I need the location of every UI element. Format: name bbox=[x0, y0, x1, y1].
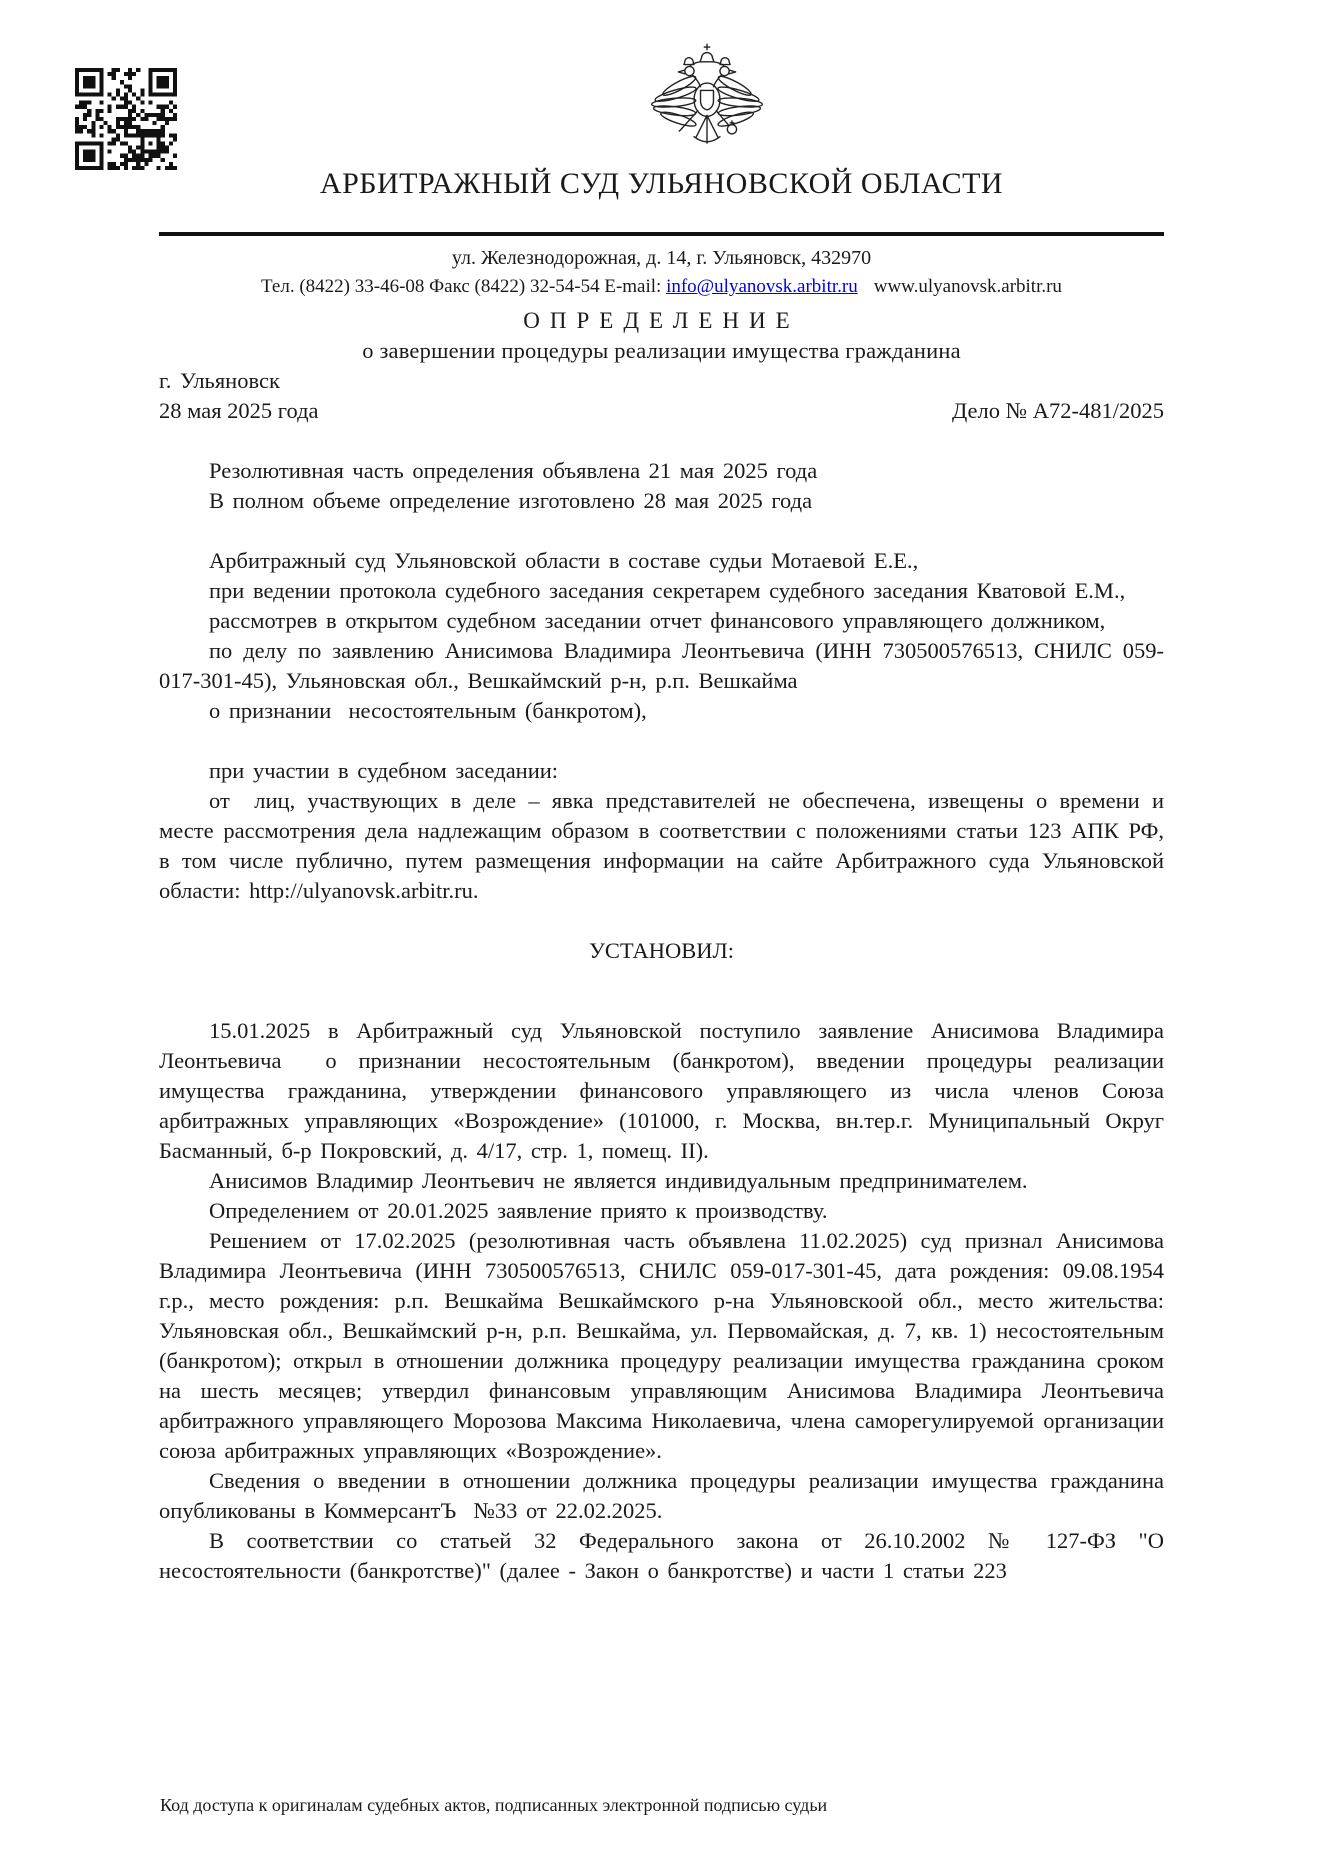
applicant-line: по делу по заявлению Анисимова Владимира Леонтьевича (ИНН 730500576513, СНИЛС 059-017-301-45), Ульяновская обл., Вешкаймский р-н, р.п. Вешкайма bbox=[159, 638, 1164, 693]
court-name: АРБИТРАЖНЫЙ СУД УЛЬЯНОВСКОЙ ОБЛАСТИ bbox=[319, 167, 1004, 200]
blank-line bbox=[159, 516, 1164, 546]
court-address: ул. Железнодорожная, д. 14, г. Ульяновск, 432970 bbox=[451, 247, 872, 269]
document-subtitle: о завершении процедуры реализации имущества гражданина bbox=[362, 338, 961, 363]
document-type-heading: ОПРЕДЕЛЕНИЕ bbox=[523, 308, 800, 333]
law-reference: В соответствии со статьей 32 Федерального закона от 26.10.2002 № 127-ФЗ "О несостоятельности (банкротстве)" (далее - Закон о банкротстве) и части 1 статьи 223 bbox=[159, 1528, 1164, 1583]
coat-of-arms-icon bbox=[646, 36, 768, 156]
document-date: 28 мая 2025 года bbox=[159, 398, 319, 423]
application-filed: 15.01.2025 в Арбитражный суд Ульяновской поступило заявление Анисимова Владимира Леонтьевича о признании несостоятельным (банкротом), введении процедуры реализации имущества гражданина, утверждении финансового управляющего из числа членов Союза арбитражных управляющих «Возрождение» (101000, г. Москва, вн.тер.г. Муниципальный Округ Басманный, б-р Покровский, д. 4/17, стр. 1, помещ. II). bbox=[159, 1018, 1164, 1163]
established-heading: УСТАНОВИЛ: bbox=[588, 938, 735, 963]
accepted-for-proceedings: Определением от 20.01.2025 заявление приято к производству. bbox=[209, 1198, 828, 1223]
resolution-part-line: Резолютивная часть определения объявлена 21 мая 2025 года bbox=[209, 458, 818, 483]
full-text-line: В полном объеме определение изготовлено 28 мая 2025 года bbox=[209, 488, 813, 513]
document-body bbox=[159, 306, 1164, 1586]
phone-fax-text: Тел. (8422) 33-46-08 Факс (8422) 32-54-54 E-mail: bbox=[261, 276, 667, 297]
footer-access-code-note: Код доступа к оригиналам судебных актов, подписанных электронной подписью судьи bbox=[160, 1795, 828, 1815]
website-text: www.ulyanovsk.arbitr.ru bbox=[873, 276, 1062, 297]
header-rule bbox=[159, 232, 1164, 236]
court-contacts bbox=[0, 273, 1323, 300]
court-composition: Арбитражный суд Ульяновской области в составе судьи Мотаевой Е.Е., bbox=[209, 548, 919, 573]
email-link[interactable]: info@ulyanovsk.arbitr.ru bbox=[666, 276, 858, 297]
city-line: г. Ульяновск bbox=[159, 368, 280, 393]
blank-line bbox=[159, 426, 1164, 456]
case-number: Дело № А72-481/2025 bbox=[951, 398, 1164, 423]
not-entrepreneur: Анисимов Владимир Леонтьевич не является индивидуальным предпринимателем. bbox=[209, 1168, 1028, 1193]
participants-heading: при участии в судебном заседании: bbox=[209, 758, 559, 783]
blank-line bbox=[159, 726, 1164, 756]
participants-absence: от лиц, участвующих в деле – явка представителей не обеспечена, извещены о времени и месте рассмотрения дела надлежащим образом в соответствии с положениями статьи 123 АПК РФ, в том числе публично, путем размещения информации на сайте Арбитражного суда Ульяновской области: http://ulyanovsk.arbitr.ru. bbox=[159, 788, 1164, 903]
court-decision: Решением от 17.02.2025 (резолютивная часть объявлена 11.02.2025) суд признал Анисимова Владимира Леонтьевича (ИНН 730500576513, СНИЛС 059-017-301-45, дата рождения: 09.08.1954 г.р., место рождения: р.п. Вешкайма Вешкаймского р-на Ульяновскоой обл., место жительства: Ульяновская обл., Вешкаймский р-н, р.п. Вешкайма, ул. Первомайская, д. 7, кв. 1) несостоятельным (банкротом); открыл в отношении должника процедуру реализации имущества гражданина сроком на шесть месяцев; утвердил финансовым управляющим Анисимова Владимира Леонтьевича арбитражного управляющего Морозова Максима Николаевича, члена саморегулируемой организации союза арбитражных управляющих «Возрождение». bbox=[159, 1228, 1164, 1463]
blank-line bbox=[159, 966, 1164, 1016]
secretary-line: при ведении протокола судебного заседания секретарем судебного заседания Кватовой Е.М., bbox=[209, 578, 1126, 603]
date-case-row bbox=[159, 396, 1164, 426]
blank-line bbox=[159, 906, 1164, 936]
document-header bbox=[0, 0, 1323, 300]
publication-info: Сведения о введении в отношении должника процедуры реализации имущества гражданина опубликованы в КоммерсантЪ №33 от 22.02.2025. bbox=[159, 1468, 1164, 1523]
bankruptcy-recognition-line: о признании несостоятельным (банкротом), bbox=[209, 698, 647, 723]
qr-code bbox=[75, 66, 177, 172]
case-review-line: рассмотрев в открытом судебном заседании отчет финансового управляющего должником, bbox=[209, 608, 1106, 633]
